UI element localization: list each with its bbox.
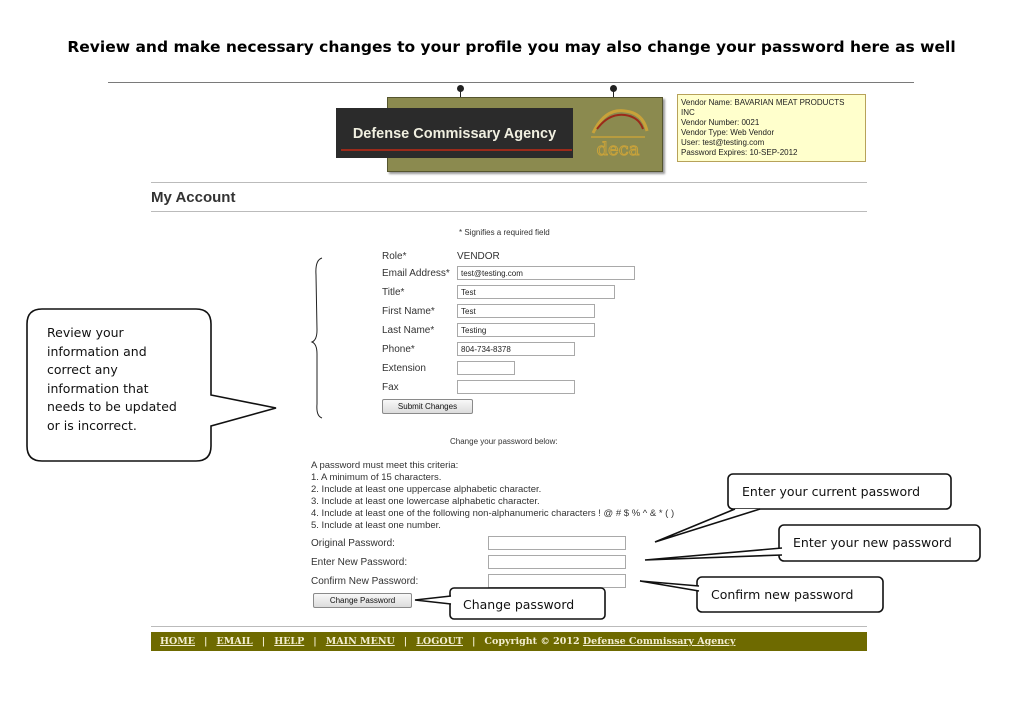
confirm-password-label: Confirm New Password: — [311, 576, 419, 587]
footer-separator: | — [403, 636, 408, 647]
confirm-password-callout: Confirm new password — [711, 587, 854, 602]
document-title: Review and make necessary changes to your profile you may also change your password here as well — [67, 38, 956, 56]
review-callout-line: needs to be updated — [47, 399, 177, 414]
criteria-item: 2. Include at least one uppercase alphabetic character. — [311, 484, 542, 495]
review-callout-line: Review your — [47, 325, 124, 340]
criteria-item: 5. Include at least one number. — [311, 520, 441, 531]
footer-home-link[interactable]: HOME — [160, 636, 196, 647]
phone-label: Phone* — [382, 344, 415, 355]
criteria-item: 4. Include at least one of the following non-alphanumeric characters ! @ # $ % ^ & * ( ) — [311, 508, 675, 519]
email-label: Email Address* — [382, 268, 450, 279]
last-name-field[interactable]: Testing — [457, 323, 595, 337]
vendor-type: Vendor Type: Web Vendor — [681, 128, 775, 137]
footer-separator: | — [313, 636, 317, 647]
footer-help-link[interactable]: HELP — [274, 636, 305, 647]
current-callout-pointer — [655, 509, 760, 542]
role-label: Role* — [382, 251, 407, 262]
new-password-label: Enter New Password: — [311, 557, 408, 568]
brace — [312, 258, 322, 418]
criteria-item: 3. Include at least one lowercase alphabetic character. — [311, 496, 540, 507]
phone-field[interactable]: 804-734-8378 — [457, 342, 575, 356]
vendor-name: Vendor Name: BAVARIAN MEAT PRODUCTS — [681, 98, 845, 107]
confirm-callout-pointer — [640, 581, 699, 591]
new-password-callout: Enter your new password — [793, 535, 952, 550]
review-callout-line: or is incorrect. — [47, 417, 137, 433]
footer-main-menu-link[interactable]: MAIN MENU — [325, 636, 395, 647]
footer-agency-link[interactable]: Defense Commissary Agency — [582, 636, 736, 647]
first-name-field[interactable]: Test — [457, 304, 595, 318]
criteria-heading: A password must meet this criteria: — [311, 460, 459, 471]
submit-changes-button[interactable]: Submit Changes — [382, 399, 473, 414]
vendor-number: Vendor Number: 0021 — [681, 118, 760, 127]
logo-text: deca — [596, 139, 640, 160]
review-callout-line: information that — [47, 380, 149, 396]
change-password-intro: Change your password below: — [450, 437, 558, 446]
fax-label: Fax — [382, 382, 399, 393]
copyright-text: Copyright © 2012 — [484, 636, 583, 647]
footer-logout-link[interactable]: LOGOUT — [416, 636, 463, 647]
extension-label: Extension — [382, 363, 426, 374]
required-note: * Signifies a required field — [459, 228, 550, 237]
agency-name: Defense Commissary Agency — [352, 126, 557, 142]
change-password-callout: Change password — [463, 597, 575, 612]
new-callout-pointer — [645, 548, 782, 560]
change-callout-pointer — [415, 596, 451, 604]
original-password-label: Original Password: — [311, 538, 395, 549]
change-password-button[interactable]: Change Password — [313, 593, 412, 608]
password-expires: Password Expires: 10-SEP-2012 — [681, 148, 798, 157]
title-label: Title* — [382, 287, 405, 298]
review-callout-line: information and — [47, 343, 147, 359]
email-field[interactable]: test@testing.com — [457, 266, 635, 280]
review-callout-text — [47, 324, 177, 435]
footer-separator: | — [204, 636, 208, 647]
current-password-callout: Enter your current password — [742, 484, 921, 499]
criteria-item: 1. A minimum of 15 characters. — [311, 472, 442, 483]
vendor-name-cont: INC — [681, 108, 695, 117]
last-name-label: Last Name* — [382, 325, 435, 336]
review-callout-line: correct any — [47, 362, 118, 377]
first-name-label: First Name* — [382, 306, 435, 317]
footer-separator: | — [261, 636, 266, 647]
page-title: My Account — [151, 189, 236, 206]
vendor-user: User: test@testing.com — [681, 138, 765, 147]
title-field[interactable]: Test — [457, 285, 615, 299]
footer-separator: | — [471, 636, 476, 647]
role-value: VENDOR — [457, 251, 500, 262]
footer-email-link[interactable]: EMAIL — [216, 636, 253, 647]
